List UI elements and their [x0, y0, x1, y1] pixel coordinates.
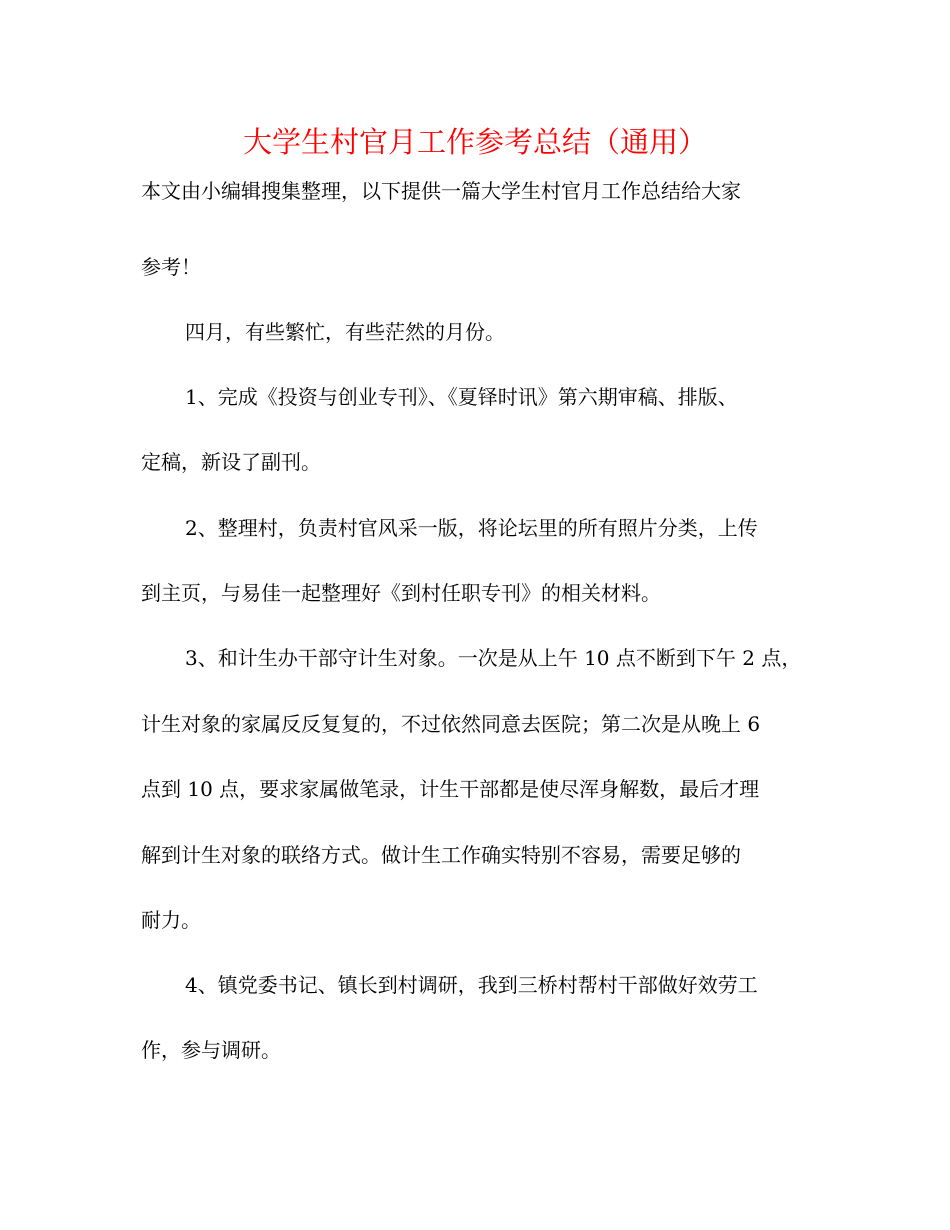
item-3-line-4: 解到计生对象的联络方式。做计生工作确实特别不容易，需要足够的	[141, 843, 741, 867]
item-1-line-2: 定稿，新设了副刊。	[141, 450, 321, 474]
item-4-line-2: 作，参与调研。	[141, 1038, 281, 1062]
item-3-line-3: 点到 10 点，要求家属做笔录，计生干部都是使尽浑身解数，最后才理	[141, 777, 760, 801]
item-3-line-1: 3、和计生办干部守计生对象。一次是从上午 10 点不断到下午 2 点，	[185, 646, 802, 670]
document-title: 大学生村官月工作参考总结（通用）	[242, 125, 707, 159]
item-2-line-2: 到主页，与易佳一起整理好《到村任职专刊》的相关材料。	[141, 581, 661, 605]
item-3-line-2: 计生对象的家属反反复复的，不过依然同意去医院；第二次是从晚上 6	[141, 712, 761, 736]
item-4-line-1: 4、镇党委书记、镇长到村调研，我到三桥村帮村干部做好效劳工	[185, 973, 758, 997]
item-2-line-1: 2、整理村，负责村官风采一版，将论坛里的所有照片分类，上传	[185, 516, 758, 540]
opening-paragraph: 四月，有些繁忙，有些茫然的月份。	[185, 320, 505, 344]
intro-line-2: 参考！	[141, 255, 201, 279]
item-3-line-5: 耐力。	[141, 908, 201, 932]
intro-line-1: 本文由小编辑搜集整理，以下提供一篇大学生村官月工作总结给大家	[141, 179, 741, 203]
item-1-line-1: 1、完成《投资与创业专刊》、《夏铎时讯》第六期审稿、排版、	[185, 385, 738, 409]
